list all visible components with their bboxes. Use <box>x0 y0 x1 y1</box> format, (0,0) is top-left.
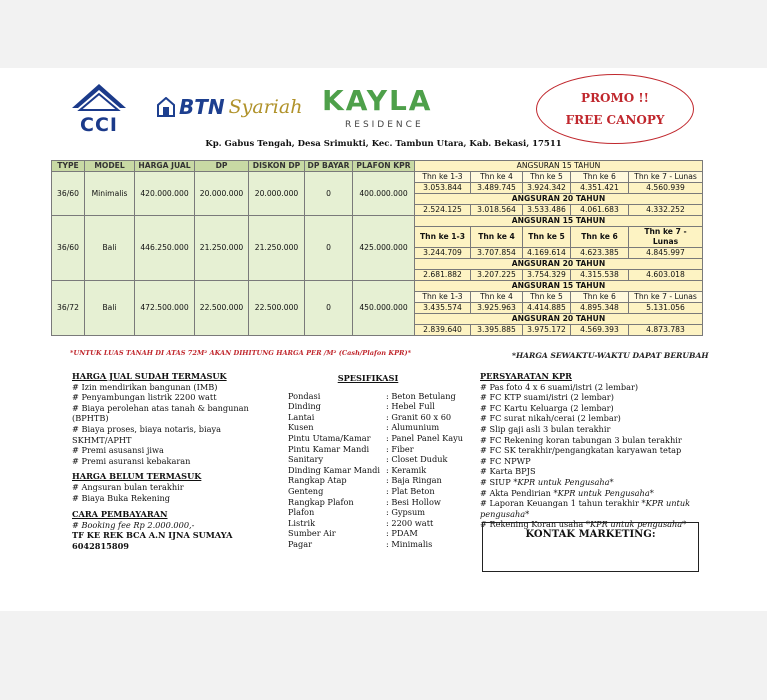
specifications-title: SPESIFIKASI <box>337 373 399 383</box>
row1-a15-value: 4.560.939 <box>629 183 703 194</box>
spec-key: Pagar <box>288 538 313 549</box>
spec-value: : Keramik <box>386 464 427 475</box>
row3-angsuran-20: ANGSURAN 20 TAHUN <box>415 314 703 325</box>
kpr-requirement-item: # Rekening Koran usaha *KPR untuk pengusaha* <box>480 519 687 530</box>
brochure-sheet <box>0 68 767 611</box>
row2-a20-value: 2.681.882 <box>415 270 471 281</box>
spec-key: Dinding Kamar Mandi <box>288 464 380 475</box>
row3-thn-label: Thn ke 1-3 <box>415 292 471 303</box>
row1-thn-label: Thn ke 4 <box>471 172 523 183</box>
row2-thn-label: Thn ke 7 - Lunas <box>629 227 703 248</box>
spec-key: Pondasi <box>288 390 321 401</box>
cci-logo-text: CCI <box>80 114 118 136</box>
price-change-footnote: *HARGA SEWAKTU-WAKTU DAPAT BERUBAH <box>512 351 709 360</box>
row3-diskon: 22.500.000 <box>249 281 305 336</box>
included-cost-item: # Biaya perolehan atas tanah & bangunan (BPHTB) <box>72 402 249 424</box>
row2-a15-value: 4.623.385 <box>571 248 629 259</box>
row3-angsuran-15: ANGSURAN 15 TAHUN <box>415 281 703 292</box>
residence-logo-text: RESIDENCE <box>345 120 424 130</box>
row1-a20-value: 3.018.564 <box>471 205 523 216</box>
row1-plafon: 400.000.000 <box>353 172 415 216</box>
kpr-requirement-item: # FC SK terakhir/pengangkatan karyawan tetap <box>480 445 682 456</box>
spec-value: : 2200 watt <box>386 517 434 528</box>
spec-key: Genteng <box>288 485 324 496</box>
spec-row <box>288 507 478 518</box>
kpr-requirement-item: # FC NPWP <box>480 455 531 466</box>
spec-value: : Beton Betulang <box>386 390 456 401</box>
header-harga: HARGA JUAL <box>135 161 195 172</box>
row2-thn-label: Thn ke 6 <box>571 227 629 248</box>
kpr-requirement-item: # FC surat nikah/cerai (2 lembar) <box>480 413 621 424</box>
promo-badge <box>536 74 694 144</box>
row2-a15-value: 4.845.997 <box>629 248 703 259</box>
row1-a15-value: 3.489.745 <box>471 183 523 194</box>
excluded-costs-title: HARGA BELUM TERMASUK <box>72 471 202 482</box>
row2-dp: 21.250.000 <box>195 216 249 281</box>
spec-row <box>288 465 478 476</box>
spec-value: : Panel Panel Kayu <box>386 432 463 443</box>
spec-row <box>288 528 478 539</box>
row2-a15-value: 3.707.854 <box>471 248 523 259</box>
row2-a20-value: 3.207.225 <box>471 270 523 281</box>
btn-house-icon <box>157 97 175 117</box>
price-table <box>51 160 703 336</box>
header-dp-bayar: DP BAYAR <box>305 161 353 172</box>
marketing-contact-box <box>482 522 699 572</box>
row1-a15-value: 3.053.844 <box>415 183 471 194</box>
spec-value: : Baja Ringan <box>386 475 442 486</box>
spec-key: Pintu Utama/Kamar <box>288 432 371 443</box>
row3-dp: 22.500.000 <box>195 281 249 336</box>
row3-a15-value: 3.925.963 <box>471 303 523 314</box>
row3-harga: 472.500.000 <box>135 281 195 336</box>
row2-thn-label: Thn ke 1-3 <box>415 227 471 248</box>
row1-a20-value: 4.061.683 <box>571 205 629 216</box>
kpr-requirement-item: # Karta BPJS <box>480 466 536 477</box>
row2-model: Bali <box>85 216 135 281</box>
spec-value: : Minimalis <box>386 538 433 549</box>
row1-a20-value: 4.332.252 <box>629 205 703 216</box>
row2-dp-bayar: 0 <box>305 216 353 281</box>
row1-angsuran-20: ANGSURAN 20 TAHUN <box>415 194 703 205</box>
spec-value: : PDAM <box>386 528 418 539</box>
header-angsuran-15: ANGSURAN 15 TAHUN <box>415 161 703 172</box>
row1-dp: 20.000.000 <box>195 172 249 216</box>
kpr-requirement-item: # FC Rekening koran tabungan 3 bulan terakhir <box>480 434 682 445</box>
promo-line-2: FREE CANOPY <box>565 113 665 127</box>
row1-thn-label: Thn ke 5 <box>523 172 571 183</box>
spec-key: Kusen <box>288 422 314 433</box>
spec-row <box>288 444 478 455</box>
row2-thn-label: Thn ke 5 <box>523 227 571 248</box>
marketing-contact-title: KONTAK MARKETING: <box>525 529 656 540</box>
bank-transfer-text: TF KE REK BCA A.N IJNA SUMAYA 6042815809 <box>72 530 233 551</box>
row1-type: 36/60 <box>52 172 85 216</box>
included-costs-section <box>72 371 272 552</box>
row3-thn-label: Thn ke 6 <box>571 292 629 303</box>
spec-key: Pintu Kamar Mandi <box>288 443 370 454</box>
row1-thn-label: Thn ke 1-3 <box>415 172 471 183</box>
row2-angsuran-20: ANGSURAN 20 TAHUN <box>415 259 703 270</box>
kpr-requirement-item: # FC Kartu Keluarga (2 lembar) <box>480 402 614 413</box>
kpr-requirements-title: PERSYARATAN KPR <box>480 371 572 381</box>
btn-logo-text: BTN <box>179 95 225 119</box>
row3-thn-label: Thn ke 4 <box>471 292 523 303</box>
row3-a20-value: 4.569.393 <box>571 325 629 336</box>
spec-row <box>288 412 478 423</box>
kpr-requirement-item: # Akta Pendirian *KPR untuk Pengusaha* <box>480 487 654 498</box>
spec-value: : Gypsum <box>386 507 426 518</box>
included-cost-item: # Premi asuransi kebakaran <box>72 455 191 466</box>
spec-value: : Fiber <box>386 443 414 454</box>
booking-fee-text: # Booking fee Rp 2.000.000,- <box>72 519 195 530</box>
row2-harga: 446.250.000 <box>135 216 195 281</box>
row1-dp-bayar: 0 <box>305 172 353 216</box>
spec-key: Rangkap Atap <box>288 475 347 486</box>
row2-thn-label: Thn ke 4 <box>471 227 523 248</box>
kpr-requirement-item: # SIUP *KPR untuk Pengusaha* <box>480 476 614 487</box>
spec-key: Plafon <box>288 507 315 518</box>
row1-diskon: 20.000.000 <box>249 172 305 216</box>
spec-value: : Plat Beton <box>386 485 435 496</box>
included-cost-item: # Premi asusansi jiwa <box>72 445 164 456</box>
spec-row <box>288 433 478 444</box>
spec-value: : Besi Hollow <box>386 496 441 507</box>
row2-a20-value: 3.754.329 <box>523 270 571 281</box>
row3-a20-value: 3.975.172 <box>523 325 571 336</box>
row3-thn-label: Thn ke 5 <box>523 292 571 303</box>
spec-value: : Hebel Full <box>386 401 435 412</box>
header-type: TYPE <box>52 161 85 172</box>
header-dp: DP <box>195 161 249 172</box>
row3-a15-value: 4.895.348 <box>571 303 629 314</box>
kpr-requirement-item: # FC KTP suami/istri (2 lembar) <box>480 392 614 403</box>
row2-a15-value: 4.169.614 <box>523 248 571 259</box>
spec-key: Rangkap Plafon <box>288 496 354 507</box>
row3-model: Bali <box>85 281 135 336</box>
row3-a15-value: 5.131.056 <box>629 303 703 314</box>
row3-type: 36/72 <box>52 281 85 336</box>
address-text: Kp. Gabus Tengah, Desa Srimukti, Kec. Tambun Utara, Kab. Bekasi, 17511 <box>205 139 562 149</box>
row3-a20-value: 2.839.640 <box>415 325 471 336</box>
specifications-section <box>288 373 478 550</box>
row2-type: 36/60 <box>52 216 85 281</box>
kpr-requirement-item: # Slip gaji asli 3 bulan terakhir <box>480 423 611 434</box>
included-cost-item: # Biaya proses, biaya notaris, biaya SKHMT/APHT <box>72 423 222 445</box>
spec-row <box>288 539 478 550</box>
row2-a15-value: 3.244.709 <box>415 248 471 259</box>
row2-a20-value: 4.603.018 <box>629 270 703 281</box>
kpr-requirements-section <box>480 371 730 530</box>
row2-diskon: 21.250.000 <box>249 216 305 281</box>
land-area-footnote: *UNTUK LUAS TANAH DI ATAS 72M² AKAN DIHITUNG HARGA PER /M² (Cash/Plafon KPR)* <box>70 349 412 357</box>
spec-value: : Granit 60 x 60 <box>386 411 452 422</box>
excluded-cost-item: # Biaya Buka Rekening <box>72 492 171 503</box>
header-diskon: DISKON DP <box>249 161 305 172</box>
row1-harga: 420.000.000 <box>135 172 195 216</box>
spec-key: Lantai <box>288 411 315 422</box>
row3-dp-bayar: 0 <box>305 281 353 336</box>
row1-a20-value: 2.524.125 <box>415 205 471 216</box>
spec-row <box>288 422 478 433</box>
row1-model: Minimalis <box>85 172 135 216</box>
row3-plafon: 450.000.000 <box>353 281 415 336</box>
excluded-cost-item: # Angsuran bulan terakhir <box>72 481 184 492</box>
included-costs-title: HARGA JUAL SUDAH TERMASUK <box>72 371 227 381</box>
row3-thn-label: Thn ke 7 - Lunas <box>629 292 703 303</box>
syariah-logo-text: Syariah <box>228 96 303 118</box>
spec-key: Sanitary <box>288 454 324 465</box>
row3-a15-value: 4.414.885 <box>523 303 571 314</box>
spec-key: Sumber Air <box>288 528 336 539</box>
payment-method-title: CARA PEMBAYARAN <box>72 509 168 520</box>
btn-syariah-logo <box>157 94 302 120</box>
spec-key: Dinding <box>288 401 321 412</box>
spec-row <box>288 391 478 402</box>
spec-value: : Closet Duduk <box>386 454 448 465</box>
spec-row <box>288 401 478 412</box>
row1-a15-value: 4.351.421 <box>571 183 629 194</box>
included-cost-item: # Izin mendirikan bangunan (IMB) <box>72 381 218 392</box>
spec-value: : Alumunium <box>386 422 440 433</box>
row1-thn-label: Thn ke 7 - Lunas <box>629 172 703 183</box>
row1-a15-value: 3.924.342 <box>523 183 571 194</box>
row2-a20-value: 4.315.538 <box>571 270 629 281</box>
spec-key: Listrik <box>288 517 316 528</box>
row2-plafon: 425.000.000 <box>353 216 415 281</box>
row3-a20-value: 4.873.783 <box>629 325 703 336</box>
spec-row <box>288 454 478 465</box>
spec-row <box>288 486 478 497</box>
promo-line-1: PROMO !! <box>581 91 649 105</box>
row1-thn-label: Thn ke 6 <box>571 172 629 183</box>
header-plafon: PLAFON KPR <box>353 161 415 172</box>
row3-a15-value: 3.435.574 <box>415 303 471 314</box>
kpr-requirement-item: # Laporan Keuangan 1 tahun terakhir *KPR untuk pengusaha* <box>480 498 691 519</box>
included-cost-item: # Penyambungan listrik 2200 watt <box>72 392 217 403</box>
spec-row <box>288 497 478 508</box>
spec-row <box>288 475 478 486</box>
kayla-logo-text: KAYLA <box>322 84 433 117</box>
row2-angsuran-15: ANGSURAN 15 TAHUN <box>415 216 703 227</box>
kpr-requirement-item: # Pas foto 4 x 6 suami/istri (2 lembar) <box>480 381 639 392</box>
row1-a20-value: 3.533.486 <box>523 205 571 216</box>
spec-row <box>288 518 478 529</box>
row3-a20-value: 3.395.885 <box>471 325 523 336</box>
header-model: MODEL <box>85 161 135 172</box>
